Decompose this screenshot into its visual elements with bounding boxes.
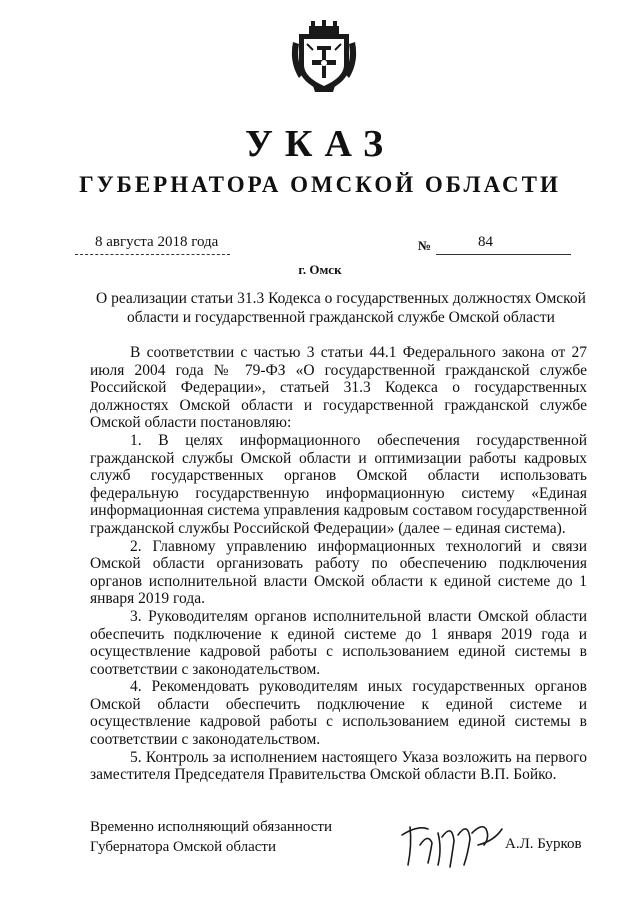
- signer-position-line-1: Временно исполняющий обязанности: [90, 819, 333, 835]
- document-subject: О реализации статьи 31.3 Кодекса о государственных должностях Омской области и государственной гражданской службе Омской области: [96, 290, 586, 326]
- paragraph-1: 1. В целях информационного обеспечения государственной гражданской службы Омской области и оптимизации работы кадровых служб государственных органов Омской области использовать федеральную государственную информационную систему «Единая информационная система управления кадровым составом государственной гражданской службы Российской Федерации» (далее – единая система).: [90, 431, 587, 537]
- document-subtitle: ГУБЕРНАТОРА ОМСКОЙ ОБЛАСТИ: [79, 172, 561, 197]
- date-underline: [75, 254, 230, 255]
- signer-position: [90, 817, 332, 857]
- signer-position-line-2: Губернатора Омской области: [90, 839, 276, 855]
- document-date: 8 августа 2018 года: [95, 234, 219, 250]
- document-number: 84: [478, 234, 493, 250]
- signer-name: А.Л. Бурков: [505, 836, 582, 852]
- paragraph-5: 5. Контроль за исполнением настоящего Указа возложить на первого заместителя Председателя Правительства Омской области В.П. Бойко.: [90, 748, 587, 784]
- handwritten-signature-icon: [398, 815, 508, 870]
- paragraph-2: 2. Главному управлению информационных технологий и связи Омской области организовать работу по обеспечению подключения органов исполнительной власти Омской области к единой системе до 1 января 2019 года.: [90, 537, 587, 608]
- paragraph-4: 4. Рекомендовать руководителям иных государственных органов Омской области обеспечить подключение к единой системе и осуществление кадровой работы с использованием единой системы в соответствии с законодательством.: [90, 678, 587, 749]
- coat-of-arms-icon: [291, 20, 357, 96]
- paragraph-preamble: В соответствии с частью 3 статьи 44.1 Федерального закона от 27 июля 2004 года № 79-ФЗ «О государственной гражданской службе Российской Федерации», статьей 31.3 Кодекса о государственных должностях Омской области и государственной гражданской службе Омской области постановляю:: [90, 344, 587, 432]
- number-underline: [436, 254, 571, 255]
- document-title: УКАЗ: [245, 123, 395, 165]
- number-label: №: [418, 238, 432, 253]
- document-body: [90, 344, 587, 784]
- document-city: г. Омск: [298, 262, 342, 277]
- paragraph-3: 3. Руководителям органов исполнительной власти Омской области обеспечить подключение к единой системе до 1 января 2019 года и осуществление кадровой работы с использованием единой системы в соответствии с законодательством.: [90, 607, 587, 678]
